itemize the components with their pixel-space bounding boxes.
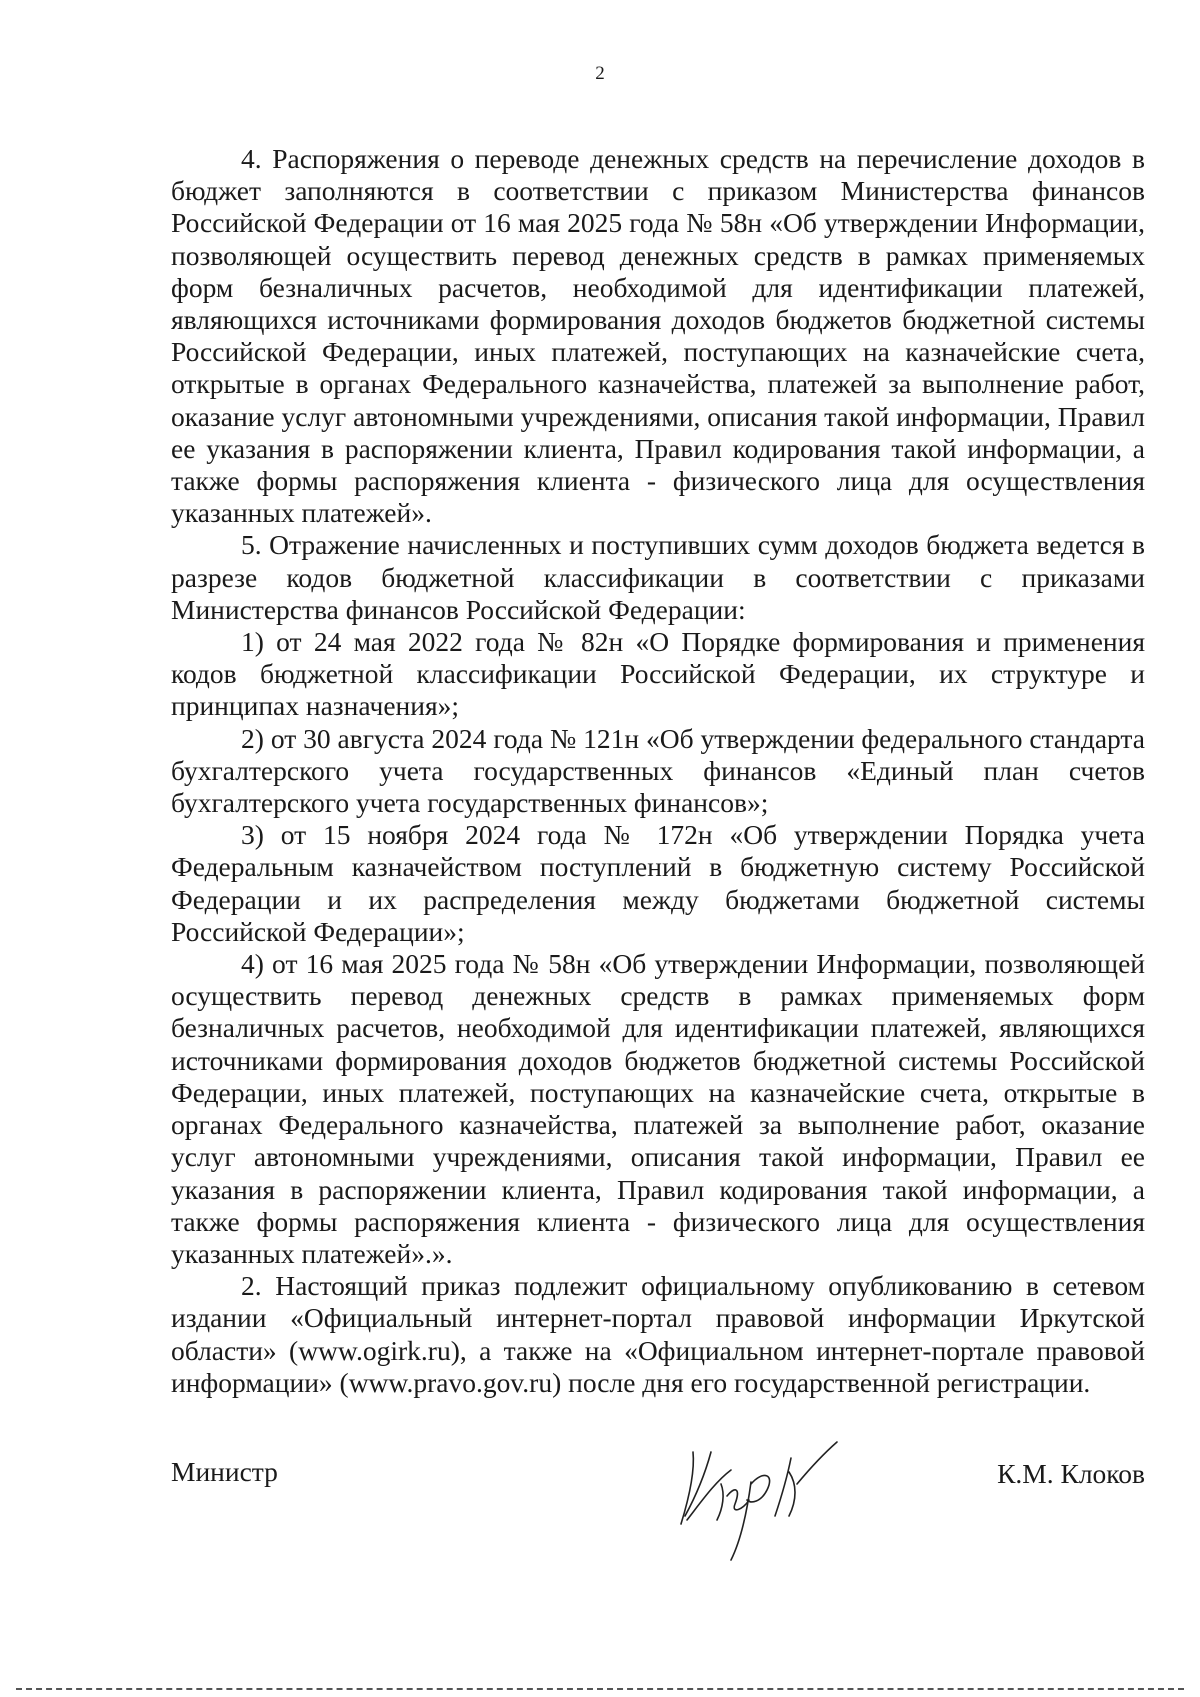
signature-block [171, 1432, 1145, 1582]
paragraph-item-4-payment-orders: 4. Распоряжения о переводе денежных средств на перечисление доходов в бюджет заполняются в соответствии с приказом Министерства финансов Российской Федерации от 16 мая 2025 года № 58н «Об утверждении Информации, позволяющей осуществить перевод денежных средств в рамках применяемых форм безналичных расчетов, необходимой для идентификации платежей, являющихся источниками формирования доходов бюджетов бюджетной системы Российской Федерации, иных платежей, поступающих на казначейские счета, открытые в органах Федерального казначейства, платежей за выполнение работ, оказание услуг автономными учреждениями, описания такой информации, Правил ее указания в распоряжении клиента, Правил кодирования такой информации, а также формы распоряжения клиента - физического лица для осуществления указанных платежей». [171, 143, 1145, 529]
paragraph-item-5-income-reflection: 5. Отражение начисленных и поступивших сумм доходов бюджета ведется в разрезе кодов бюджетной классификации в соответствии с приказами Министерства финансов Российской Федерации: [171, 529, 1145, 625]
page-number: 2 [595, 63, 605, 84]
handwritten-signature-icon [671, 1412, 871, 1562]
signatory-name: К.М. Клоков [997, 1458, 1145, 1489]
paragraph-subitem-3: 3) от 15 ноября 2024 года № 172н «Об утверждении Порядка учета Федеральным казначейством поступлений в бюджетную систему Российской Федерации и их распределения между бюджетами бюджетной системы Российской Федерации»; [171, 819, 1145, 947]
page-bottom-border [16, 1688, 1184, 1690]
document-body [171, 143, 1145, 1399]
paragraph-subitem-1: 1) от 24 мая 2022 года № 82н «О Порядке формирования и применения кодов бюджетной классификации Российской Федерации, их структуре и принципах назначения»; [171, 626, 1145, 722]
paragraph-subitem-2: 2) от 30 августа 2024 года № 121н «Об утверждении федерального стандарта бухгалтерского учета государственных финансов «Единый план счетов бухгалтерского учета государственных финансов»; [171, 722, 1145, 819]
signatory-position: Министр [171, 1456, 278, 1487]
paragraph-publication: 2. Настоящий приказ подлежит официальному опубликованию в сетевом издании «Официальный интернет-портал правовой информации Иркутской области» (www.ogirk.ru), а также на «Официальном интернет-портале правовой информации» (www.pravo.gov.ru) после дня его государственной регистрации. [171, 1270, 1145, 1398]
paragraph-subitem-4: 4) от 16 мая 2025 года № 58н «Об утверждении Информации, позволяющей осуществить перевод денежных средств в рамках применяемых форм безналичных расчетов, необходимой для идентификации платежей, являющихся источниками формирования доходов бюджетов бюджетной системы Российской Федерации, иных платежей, поступающих на казначейские счета, открытые в органах Федерального казначейства, платежей за выполнение работ, оказание услуг автономными учреждениями, описания такой информации, Правил ее указания в распоряжении клиента, Правил кодирования такой информации, а также формы распоряжения клиента - физического лица для осуществления указанных платежей».». [171, 948, 1145, 1269]
